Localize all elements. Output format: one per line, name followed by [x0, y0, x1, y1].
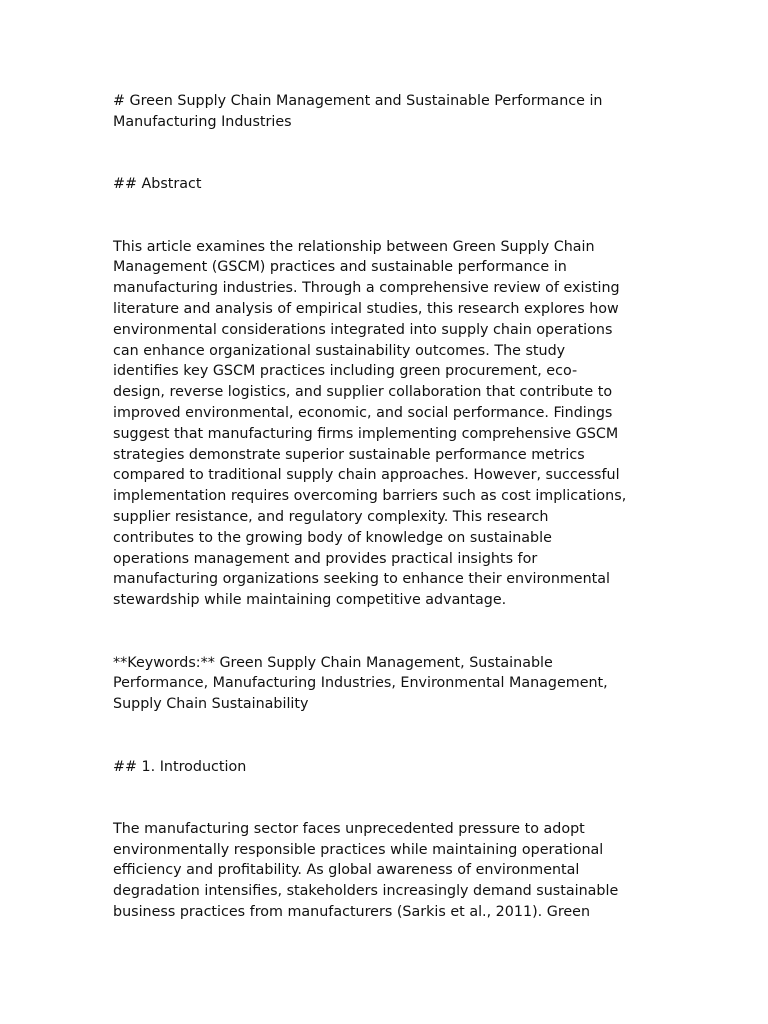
abstract-paragraph: This article examines the relationship between Green Supply Chain Management (GSCM) practices and sustainable performance in manufacturing industries. Through a comprehensive review of existing literature and analysis of empirical studies, this research explores how environmental considerations integrated into supply chain operations can enhance organizational sustainability outcomes. The study identifies key GSCM practices including green procurement, eco- design, reverse logistics, and supplier collaboration that contribute to improved environmental, economic, and social performance. Findings suggest that manufacturing firms implementing comprehensive GSCM strategies demonstrate superior sustainable performance metrics compared to traditional supply chain approaches. However, successful implementation requires overcoming barriers such as cost implications, supplier resistance, and regulatory complexity. This research contributes to the growing body of knowledge on sustainable operations management and provides practical insights for manufacturing organizations seeking to enhance their environmental stewardship while maintaining competitive advantage.	[113, 238, 627, 609]
introduction-paragraph: The manufacturing sector faces unprecedented pressure to adopt environmentally responsible practices while maintaining operational efficiency and profitability. As global awareness of environmental degradation intensifies, stakeholders increasingly demand sustainable business practices from manufacturers (Sarkis et al., 2011). Green	[113, 820, 619, 921]
introduction-heading: ## 1. Introduction	[113, 758, 247, 775]
document-title: # Green Supply Chain Management and Sustainable Performance in Manufacturing Industries	[113, 93, 603, 130]
abstract-heading: ## Abstract	[113, 176, 202, 193]
keywords-paragraph: **Keywords:** Green Supply Chain Management, Sustainable Performance, Manufacturing Industries, Environmental Management, Supply Chain Sustainability	[113, 654, 608, 713]
document-page	[113, 91, 673, 923]
